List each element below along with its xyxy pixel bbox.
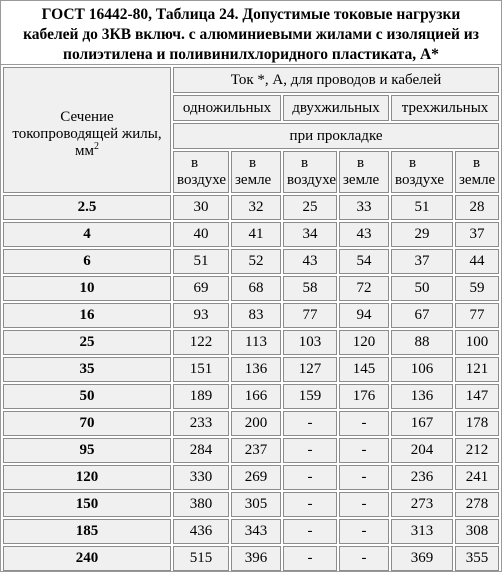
current-value-cell: - — [283, 411, 337, 436]
section-cell: 2.5 — [3, 195, 171, 220]
current-value-cell: 380 — [173, 492, 229, 517]
current-value-cell: 106 — [391, 357, 453, 382]
current-value-cell: 200 — [231, 411, 281, 436]
current-value-cell: 54 — [339, 249, 389, 274]
section-header-cell — [3, 67, 171, 193]
section-label-unit: мм — [75, 142, 94, 159]
current-value-cell: 159 — [283, 384, 337, 409]
current-value-cell: 72 — [339, 276, 389, 301]
current-value-cell: - — [283, 438, 337, 463]
current-value-cell: 43 — [339, 222, 389, 247]
section-cell: 25 — [3, 330, 171, 355]
current-value-cell: - — [339, 519, 389, 544]
caption-line-3: полиэтилена и поливинилхлоридного пластиката, А* — [63, 46, 439, 63]
current-value-cell: 30 — [173, 195, 229, 220]
current-value-cell: 113 — [231, 330, 281, 355]
cores-single: одножильных — [173, 95, 281, 121]
current-value-cell: 88 — [391, 330, 453, 355]
cores-double: двухжильных — [283, 95, 389, 121]
current-value-cell: 278 — [455, 492, 499, 517]
current-value-cell: 515 — [173, 546, 229, 571]
current-value-cell: 103 — [283, 330, 337, 355]
section-cell: 4 — [3, 222, 171, 247]
sub-header-ground-2 — [339, 151, 389, 193]
section-cell: 50 — [3, 384, 171, 409]
current-value-cell: 236 — [391, 465, 453, 490]
current-value-cell: 120 — [339, 330, 389, 355]
section-label-unit-wrap — [4, 140, 170, 160]
sub-header-in: в — [357, 155, 365, 171]
current-value-cell: 176 — [339, 384, 389, 409]
section-cell: 6 — [3, 249, 171, 274]
current-value-cell: 166 — [231, 384, 281, 409]
current-value-cell: 51 — [391, 195, 453, 220]
current-value-cell: 51 — [173, 249, 229, 274]
current-value-cell: 308 — [455, 519, 499, 544]
current-value-cell: 94 — [339, 303, 389, 328]
current-value-cell: 34 — [283, 222, 337, 247]
current-value-cell: - — [339, 465, 389, 490]
section-cell: 150 — [3, 492, 171, 517]
sub-header-air-label: воздухе — [395, 172, 445, 188]
current-label-cell: Ток *, А, для проводов и кабелей — [173, 67, 499, 93]
caption-line-1: ГОСТ 16442-80, Таблица 24. Допустимые токовые нагрузки — [41, 6, 461, 23]
current-value-cell: - — [339, 411, 389, 436]
sub-header-in: в — [301, 155, 309, 171]
table-row — [3, 249, 499, 274]
current-value-cell: 127 — [283, 357, 337, 382]
current-table — [1, 65, 501, 573]
laying-label: при прокладке — [173, 123, 499, 149]
sub-header-air-3 — [391, 151, 453, 193]
current-value-cell: - — [283, 519, 337, 544]
current-value-cell: 189 — [173, 384, 229, 409]
section-label-line2: токопроводящей жилы, — [12, 125, 162, 142]
current-value-cell: 136 — [391, 384, 453, 409]
table-row — [3, 546, 499, 571]
sub-header-ground-label: земле — [459, 172, 496, 188]
table-row — [3, 222, 499, 247]
current-value-cell: - — [283, 546, 337, 571]
current-value-cell: 37 — [391, 249, 453, 274]
current-value-cell: 40 — [173, 222, 229, 247]
current-value-cell: 44 — [455, 249, 499, 274]
table-row — [3, 438, 499, 463]
current-value-cell: 343 — [231, 519, 281, 544]
current-value-cell: 212 — [455, 438, 499, 463]
sub-header-ground-3 — [455, 151, 499, 193]
current-value-cell: - — [283, 465, 337, 490]
current-value-cell: 204 — [391, 438, 453, 463]
table-row — [3, 276, 499, 301]
current-value-cell: 145 — [339, 357, 389, 382]
current-value-cell: 396 — [231, 546, 281, 571]
current-value-cell: 136 — [231, 357, 281, 382]
current-value-cell: 151 — [173, 357, 229, 382]
current-value-cell: 284 — [173, 438, 229, 463]
sub-header-ground-label: земле — [343, 172, 380, 188]
section-cell: 185 — [3, 519, 171, 544]
sub-header-ground-label: земле — [235, 172, 272, 188]
sub-header-air-1 — [173, 151, 229, 193]
current-value-cell: 167 — [391, 411, 453, 436]
current-value-cell: 58 — [283, 276, 337, 301]
sub-header-air-2 — [283, 151, 337, 193]
sub-header-air-label: воздухе — [287, 172, 337, 188]
table-row — [3, 519, 499, 544]
current-value-cell: 77 — [455, 303, 499, 328]
current-value-cell: 83 — [231, 303, 281, 328]
current-value-cell: 233 — [173, 411, 229, 436]
current-value-cell: 241 — [455, 465, 499, 490]
current-value-cell: 68 — [231, 276, 281, 301]
current-value-cell: 33 — [339, 195, 389, 220]
sub-header-in: в — [249, 155, 257, 171]
current-value-cell: 313 — [391, 519, 453, 544]
current-value-cell: 178 — [455, 411, 499, 436]
cores-triple: трехжильных — [391, 95, 499, 121]
sub-header-in: в — [191, 155, 199, 171]
current-value-cell: 122 — [173, 330, 229, 355]
sub-header-air-label: воздухе — [177, 172, 227, 188]
table-row — [3, 195, 499, 220]
table-row — [3, 465, 499, 490]
current-value-cell: - — [283, 492, 337, 517]
current-value-cell: 369 — [391, 546, 453, 571]
current-value-cell: 52 — [231, 249, 281, 274]
current-value-cell: 100 — [455, 330, 499, 355]
current-value-cell: 43 — [283, 249, 337, 274]
current-value-cell: 37 — [455, 222, 499, 247]
table-row — [3, 411, 499, 436]
section-cell: 35 — [3, 357, 171, 382]
current-value-cell: 121 — [455, 357, 499, 382]
current-value-cell: - — [339, 438, 389, 463]
section-label-line1: Сечение — [60, 108, 114, 125]
sub-header-in: в — [409, 155, 417, 171]
table-row — [3, 492, 499, 517]
header-row-current — [3, 67, 499, 93]
sub-header-in: в — [473, 155, 481, 171]
current-value-cell: 355 — [455, 546, 499, 571]
current-value-cell: - — [339, 492, 389, 517]
current-value-cell: 69 — [173, 276, 229, 301]
current-value-cell: 59 — [455, 276, 499, 301]
section-cell: 16 — [3, 303, 171, 328]
current-value-cell: 237 — [231, 438, 281, 463]
current-value-cell: 93 — [173, 303, 229, 328]
caption-line-2: кабелей до 3КВ включ. с алюминиевыми жилами с изоляцией из — [23, 26, 479, 43]
current-value-cell: 436 — [173, 519, 229, 544]
current-value-cell: 50 — [391, 276, 453, 301]
current-value-cell: 67 — [391, 303, 453, 328]
current-value-cell: 273 — [391, 492, 453, 517]
current-value-cell: 330 — [173, 465, 229, 490]
current-value-cell: 29 — [391, 222, 453, 247]
table-row — [3, 330, 499, 355]
table-row — [3, 303, 499, 328]
current-value-cell: 305 — [231, 492, 281, 517]
section-cell: 95 — [3, 438, 171, 463]
table-caption — [1, 1, 501, 65]
section-cell: 10 — [3, 276, 171, 301]
sub-header-ground-1 — [231, 151, 281, 193]
table-body — [3, 67, 499, 571]
table-row — [3, 384, 499, 409]
section-cell: 240 — [3, 546, 171, 571]
current-value-cell: 25 — [283, 195, 337, 220]
section-cell: 120 — [3, 465, 171, 490]
current-value-cell: 41 — [231, 222, 281, 247]
current-value-cell: 147 — [455, 384, 499, 409]
current-value-cell: 77 — [283, 303, 337, 328]
table-row — [3, 357, 499, 382]
current-value-cell: 269 — [231, 465, 281, 490]
current-value-cell: 32 — [231, 195, 281, 220]
current-value-cell: 28 — [455, 195, 499, 220]
section-cell: 70 — [3, 411, 171, 436]
section-label-unit-exp: 2 — [93, 140, 99, 152]
current-value-cell: - — [339, 546, 389, 571]
